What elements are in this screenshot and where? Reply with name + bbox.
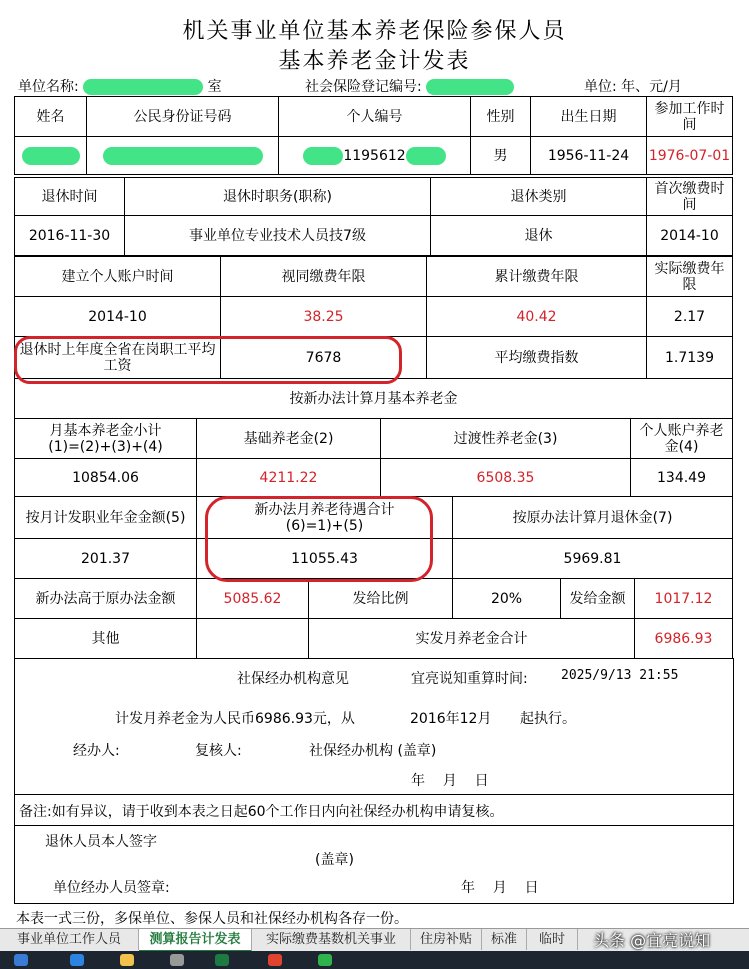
reviewer-label: 复核人:: [195, 743, 242, 759]
unit-handler-label: 单位经办人员签章:: [53, 880, 170, 896]
sign-box: [14, 825, 734, 904]
opinion-box: [14, 658, 734, 795]
recalc-label: 宜亮说知重算时间:: [411, 671, 528, 687]
app-icon[interactable]: [170, 954, 184, 966]
excel-icon[interactable]: [215, 954, 229, 966]
name-cell: [15, 137, 87, 175]
old-method-value: 5969.81: [453, 539, 733, 579]
avg-wage-header: 退休时上年度全省在岗职工平均工资: [15, 337, 221, 379]
media-icon[interactable]: [268, 954, 282, 966]
payout-table: [14, 578, 733, 659]
amount-value: 1017.12: [635, 579, 733, 619]
taskbar: [0, 951, 749, 969]
opinion-line1a: 计发月养老金为人民币6986.93元，从: [115, 711, 355, 727]
transition-value: 6508.35: [381, 459, 631, 497]
avg-index-header: 平均缴费指数: [427, 337, 647, 379]
person-table: [14, 96, 733, 175]
tab-contribution-base[interactable]: 实际缴费基数机关事业: [252, 929, 411, 950]
gender-value: 男: [471, 137, 531, 175]
gender-header: 性别: [471, 97, 531, 137]
opinion-line1c: 起执行。: [520, 711, 576, 727]
personal-no-cell: [279, 137, 471, 175]
amount-header: 发给金额: [561, 579, 635, 619]
sign-seal: (盖章): [315, 852, 354, 868]
handler-label: 经办人:: [73, 743, 120, 759]
deemed-years-value: 38.25: [221, 297, 427, 337]
recalc-time: 2025/9/13 21:55: [561, 668, 679, 683]
transition-header: 过渡性养老金(3): [381, 419, 631, 459]
basic-header: 基础养老金(2): [197, 419, 381, 459]
retire-time-header: 退休时间: [15, 178, 125, 216]
basic-value: 4211.22: [197, 459, 381, 497]
birth-header: 出生日期: [531, 97, 647, 137]
first-pay-header: 首次缴费时间: [647, 178, 733, 216]
other-value: [197, 619, 309, 659]
account-time-value: 2014-10: [15, 297, 221, 337]
tab-standard[interactable]: 标准: [482, 929, 527, 950]
reg-no-label: 社会保险登记编号:: [305, 79, 422, 95]
unit-name-meta: [18, 76, 222, 96]
redacted-name: [22, 147, 80, 165]
retire-time-value: 2016-11-30: [15, 216, 125, 256]
tab-temp[interactable]: 临时: [527, 929, 578, 950]
diff-value: 5085.62: [197, 579, 309, 619]
deemed-years-header: 视同缴费年限: [221, 257, 427, 297]
tab-housing[interactable]: 住房补贴: [411, 929, 482, 950]
sign-date: 年 月 日: [461, 880, 539, 896]
birth-value: 1956-11-24: [531, 137, 647, 175]
actual-total-value: 6986.93: [635, 619, 733, 659]
folder-icon[interactable]: [120, 954, 134, 966]
unit-label: 单位: 年、元/月: [584, 79, 682, 95]
personal-no-header: 个人编号: [279, 97, 471, 137]
years-table: [14, 256, 733, 419]
old-method-header: 按原办法计算月退休金(7): [453, 497, 733, 539]
opinion-date: 年 月 日: [411, 773, 489, 789]
pension-table: [14, 418, 733, 497]
actual-years-header: 实际缴费年限: [647, 257, 733, 297]
id-header: 公民身份证号码: [87, 97, 279, 137]
name-header: 姓名: [15, 97, 87, 137]
other-header: 其他: [15, 619, 197, 659]
avg-wage-value: 7678: [221, 337, 427, 379]
retire-table: [14, 177, 733, 256]
new-total-header: 新办法月养老待遇合计(6)=1)+(5): [197, 497, 453, 539]
redacted-reg-no: [426, 79, 514, 95]
remark-box: [14, 794, 734, 826]
subtotal-value: 10854.06: [15, 459, 197, 497]
ratio-value: 20%: [453, 579, 561, 619]
actual-years-value: 2.17: [647, 297, 733, 337]
retire-type-header: 退休类别: [431, 178, 647, 216]
opinion-line1b: 2016年12月: [410, 711, 492, 727]
work-start-value: 1976-07-01: [647, 137, 733, 175]
new-method-header: 按新办法计算月基本养老金: [15, 379, 733, 419]
avg-index-value: 1.7139: [647, 337, 733, 379]
personal-no-value: 1195612: [343, 147, 406, 164]
tab-staff[interactable]: 事业单位工作人员: [0, 929, 139, 950]
opinion-label: 社保经办机构意见: [237, 671, 349, 687]
reg-no-meta: [305, 76, 514, 96]
unit-name-label: 单位名称:: [18, 79, 79, 95]
annuity-header: 按月计发职业年金金额(5): [15, 497, 197, 539]
ratio-header: 发给比例: [309, 579, 453, 619]
retire-title-value: 事业单位专业技术人员技7级: [125, 216, 431, 256]
redacted-unit-name: [83, 79, 203, 95]
browser-icon[interactable]: [70, 954, 84, 966]
personal-header: 个人账户养老金(4): [631, 419, 733, 459]
total-years-value: 40.42: [427, 297, 647, 337]
id-cell: [87, 137, 279, 175]
unit-name-tail: 室: [207, 79, 222, 95]
retire-title-header: 退休时职务(职称): [125, 178, 431, 216]
redacted-personal-no-suffix: [406, 147, 446, 165]
agency-label: 社保经办机构 (盖章): [309, 743, 437, 759]
new-total-value: 11055.43: [197, 539, 453, 579]
redacted-id: [103, 147, 263, 165]
diff-header: 新办法高于原办法金额: [15, 579, 197, 619]
tab-calc-report[interactable]: 测算报告计发表: [139, 929, 252, 952]
annuity-table: [14, 496, 733, 579]
actual-total-header: 实发月养老金合计: [309, 619, 635, 659]
personal-value: 134.49: [631, 459, 733, 497]
footer-note: 本表一式三份，多保单位、参保人员和社保经办机构各存一份。: [16, 911, 408, 927]
retiree-sign-label: 退休人员本人签字: [45, 834, 157, 850]
chat-icon[interactable]: [318, 954, 332, 966]
first-pay-value: 2014-10: [647, 216, 733, 256]
retire-type-value: 退休: [431, 216, 647, 256]
remark-text: 备注:如有异议，请于收到本表之日起60个工作日内向社保经办机构申请复核。: [19, 804, 504, 820]
title-line1: 机关事业单位基本养老保险参保人员: [182, 19, 567, 44]
subtotal-header: 月基本养老金小计(1)=(2)+(3)+(4): [15, 419, 197, 459]
account-time-header: 建立个人账户时间: [15, 257, 221, 297]
title-line2: 基本养老金计发表: [278, 49, 471, 74]
work-start-header: 参加工作时间: [647, 97, 733, 137]
redacted-personal-no-prefix: [303, 147, 343, 165]
start-icon[interactable]: [14, 954, 28, 966]
watermark: 头条 @宜亮说知: [593, 931, 711, 950]
annuity-value: 201.37: [15, 539, 197, 579]
total-years-header: 累计缴费年限: [427, 257, 647, 297]
